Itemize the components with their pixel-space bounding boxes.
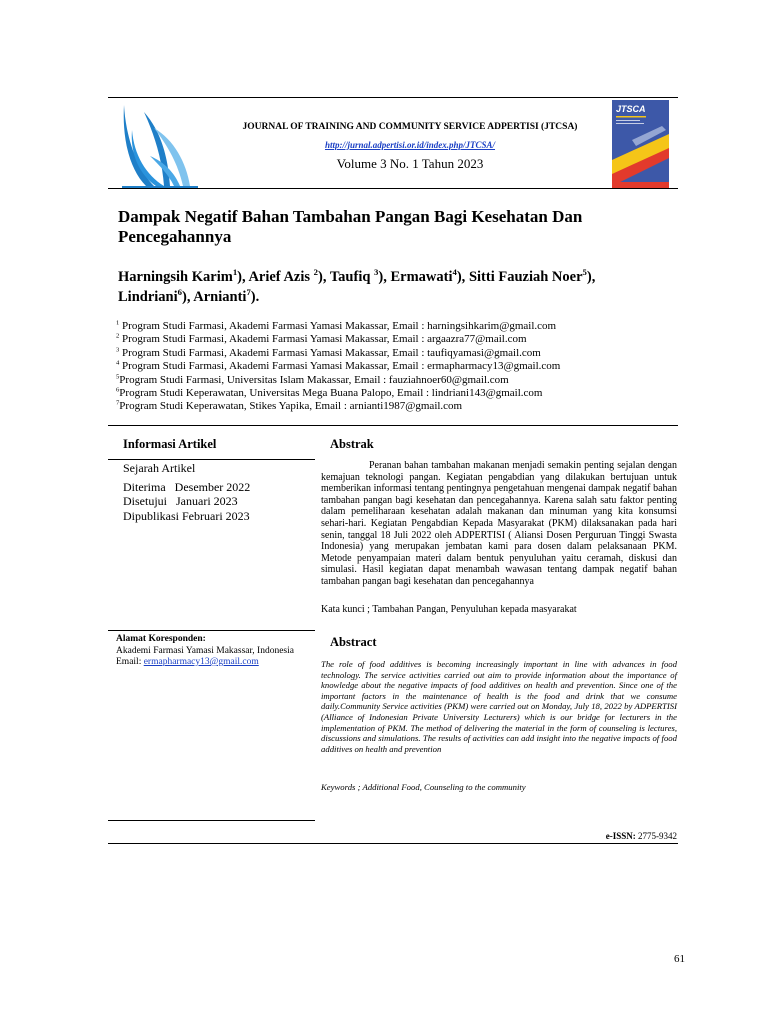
affiliation-list: [116, 320, 696, 414]
journal-volume: Volume 3 No. 1 Tahun 2023: [336, 156, 484, 171]
correspondence-email-link[interactable]: ermapharmacy13@gmail.com: [143, 657, 259, 667]
info-heading-rule: [108, 459, 315, 460]
affiliation-item: $^3$ Program Studi Farmasi, Akademi Farmasi Yamasi Makassar, Email : taufiqyamasi@gmail.com: [116, 346, 541, 359]
published-date: Dipublikasi Februari 2023: [123, 508, 250, 523]
abstract-keywords: Keywords ; Additional Food, Counseling to the community: [321, 782, 526, 792]
journal-cover-thumbnail: [612, 100, 669, 188]
history-label: Sejarah Artikel: [123, 461, 196, 475]
affiliation-item: $^4$ Program Studi Farmasi, Akademi Farmasi Yamasi Makassar, Email : ermapharmacy13@gmail.com: [116, 359, 561, 373]
affiliation-item: $^6$Program Studi Keperawatan, Universitas Mega Buana Palopo, Email : lindriani143@gmail.com: [116, 386, 543, 400]
footer-rule-1: [108, 820, 315, 821]
author: Arief Azis $^2$),: [248, 267, 330, 285]
abstrak-text: Peranan bahan tambahan makanan menjadi semakin penting sejalan dengan kemajuan teknologi pangan. Kegiatan pengabdian yang dilakukan bertujuan untuk memberikan informasi tentang pentingnya pengetahuan mengenai dampak negatif bahan tambahan pangan bagi kesehatan dan pencegahannya. Karena salah satu faktor penting dalam pemeliharaan kesehatan adalah makanan dan minuman yang kita konsumsi sehari-hari. Kegiatan Pengabdian Kepada Masyarakat (PKM) dilaksanakan pada hari senin, tanggal 18 Juli 2022 oleh ADPERTISI ( Aliansi Dosen Perguruan Tinggi Swasta Indonesia) yang merupakan jembatan kami para dosen dalam pelaksanaan PKM. Metode penyampaian materi dalam bentuk penyuluhan yaitu ceramah, diskusi dan simulasi. Hasil kegiatan dapat menambah wawasan tentang dampak negatif bahan tambahan pangan bagi kesehatan dan pencegahannya: [321, 460, 677, 587]
abstrak-keywords: Kata kunci ; Tambahan Pangan, Penyuluhan kepada masyarakat: [321, 604, 577, 615]
author: Harningsih Karim$^1$),: [118, 267, 249, 285]
author: Taufiq $^3$),: [329, 267, 391, 285]
article-history: [123, 461, 250, 523]
header-bottom-rule: [108, 188, 678, 189]
author-list: [118, 267, 678, 307]
affiliation-item: $^1$ Program Studi Farmasi, Akademi Farmasi Yamasi Makassar, Email : harningsihkarim@gmail.com: [116, 319, 557, 332]
journal-url-link[interactable]: http://jurnal.adpertisi.or.id/index.php/JTCSA/: [324, 140, 496, 150]
affiliation-item: $^7$Program Studi Keperawatan, Stikes Yapika, Email : arnianti1987@gmail.com: [116, 399, 463, 413]
correspondence-address: Akademi Farmasi Yamasi Makassar, Indonesia: [116, 645, 294, 656]
abstract-heading: Abstract: [330, 635, 377, 649]
footer-rule-2: [108, 843, 678, 844]
cover-label: JTSCA: [616, 104, 646, 114]
info-heading: Informasi Artikel: [123, 437, 217, 451]
author: Ermawati$^4$),: [390, 267, 469, 285]
eissn: e-ISSN: 2775-9342: [605, 831, 677, 841]
journal-title: JOURNAL OF TRAINING AND COMMUNITY SERVICE ADPERTISI (JTCSA): [242, 122, 578, 132]
author: Arnianti$^7$).: [193, 287, 260, 305]
correspondence-rule: [108, 630, 315, 631]
page-number: 61: [674, 953, 685, 965]
abstract-text: The role of food additives is becoming increasingly important in line with advances in food technology. The service activities carried out aim to provide information about the importance of knowledge about the negative impacts of food additives on health and prevention. Since one of the important factors in the maintenance of health is the food and drink that we consume daily.Community Service activities (PKM) were carried out on Monday, July 18, 2022 by ADPERTISI (Alliance of Indonesian Private University Lecturers) which is our bridge for lecturers in the implementation of PKM. The method of delivering the material in the form of counseling is lectures, discussions and simulations. The results of activities can add insight into the negative impacts of food additives on health and prevention: [321, 659, 677, 754]
affiliation-item: $^5$Program Studi Farmasi, Universitas Islam Makassar, Email : fauziahnoer60@gmail.com: [116, 372, 509, 386]
abstrak-heading: Abstrak: [330, 437, 374, 451]
correspondence-label: Alamat Koresponden:: [116, 634, 206, 644]
journal-url: [210, 140, 610, 150]
correspondence: [116, 634, 306, 669]
article-title: Dampak Negatif Bahan Tambahan Pangan Bagi Kesehatan Dan Pencegahannya: [118, 207, 583, 246]
author: Lindriani$^6$),: [118, 287, 194, 305]
received-date: Diterima Desember 2022: [123, 479, 251, 494]
author: Sitti Fauziah Noer$^5$),: [468, 267, 596, 285]
header-top-rule: [108, 97, 678, 98]
correspondence-email: Email: ermapharmacy13@gmail.com: [116, 657, 259, 667]
approved-date: Disetujui Januari 2023: [123, 494, 238, 508]
section-top-rule: [108, 425, 678, 426]
journal-logo: [120, 100, 200, 190]
affiliation-item: $^2$ Program Studi Farmasi, Akademi Farmasi Yamasi Makassar, Email : argaazra77@mail.com: [116, 332, 527, 346]
